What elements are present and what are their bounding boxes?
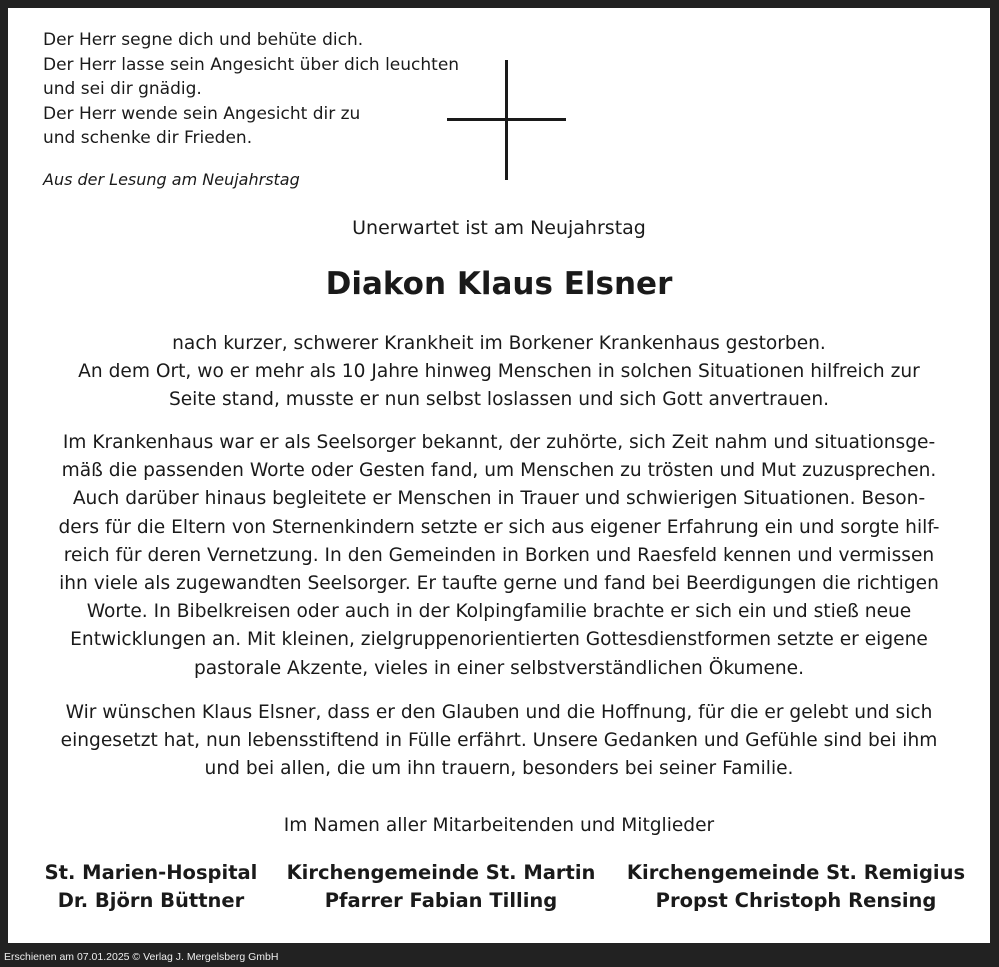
text-line: Entwicklungen an. Mit kleinen, zielgruppenorientierten Gottesdienstformen setzte er eigene	[70, 629, 928, 651]
verse-line: Der Herr segne dich und behüte dich.	[43, 30, 364, 50]
text-line: pastorale Akzente, vieles in einer selbstverständlichen Ökumene.	[193, 657, 805, 679]
text-line: Worte. In Bibelkreisen oder auch in der Kolpingfamilie brachte er sich ein und stieß neue	[86, 601, 912, 623]
verse-line: und schenke dir Frieden.	[43, 128, 253, 148]
text-line: ders für die Eltern von Sternenkindern setzte er sich aus eigener Erfahrung ein und sorgte hilf-	[58, 516, 940, 538]
signature-block	[281, 859, 601, 915]
text-line: An dem Ort, wo er mehr als 10 Jahre hinweg Menschen in solchen Situationen hilfreich zur	[78, 361, 920, 383]
signature-person: Pfarrer Fabian Tilling	[324, 889, 558, 912]
text-line: Wir wünschen Klaus Elsner, dass er den Glauben und die Hoffnung, für die er gelebt und sich	[65, 702, 933, 723]
text-line: ihn viele als zugewandten Seelsorger. Er taufte gerne und fand bei Beerdigungen die richtigen	[59, 573, 939, 595]
paragraph-death-notice	[8, 330, 990, 415]
cross-horizontal-bar	[447, 118, 566, 121]
signature-organization: Kirchengemeinde St. Remigius	[626, 861, 966, 884]
deceased-name: Diakon Klaus Elsner	[325, 266, 673, 302]
text-line: Im Krankenhaus war er als Seelsorger bekannt, der zuhörte, sich Zeit nahm und situationsge-	[62, 432, 936, 453]
verse-line: und sei dir gnädig.	[43, 79, 202, 99]
text-line: nach kurzer, schwerer Krankheit im Borkener Krankenhaus gestorben.	[172, 333, 826, 354]
paragraph-tribute	[8, 429, 990, 683]
verse-line: Der Herr wende sein Angesicht dir zu	[43, 103, 361, 124]
signature-organization: St. Marien-Hospital	[44, 861, 258, 884]
signature-block	[611, 859, 981, 915]
paragraph-wishes	[8, 699, 990, 784]
text-line: Auch darüber hinaus begleitete er Menschen in Trauer und schwierigen Situationen. Beson-	[72, 488, 926, 510]
signature-organization: Kirchengemeinde St. Martin	[286, 861, 596, 884]
text-line: reich für deren Vernetzung. In den Gemeinden in Borken und Raesfeld kennen und vermissen	[63, 544, 935, 566]
text-line: eingesetzt hat, nun lebensstiftend in Fülle erfährt. Unsere Gedanken und Gefühle sind bei ihm	[60, 730, 938, 752]
verse-line: Der Herr lasse sein Angesicht über dich leuchten	[43, 54, 460, 75]
closing-line: Im Namen aller Mitarbeitenden und Mitglieder	[283, 815, 715, 836]
publication-footer: Erschienen am 07.01.2025 © Verlag J. Mergelsberg GmbH	[4, 951, 279, 963]
announcement-intro: Unerwartet ist am Neujahrstag	[352, 217, 646, 239]
text-line: mäß die passenden Worte oder Gesten fand, um Menschen zu trösten und Mut zuzusprechen.	[61, 460, 937, 482]
signature-person: Propst Christoph Rensing	[655, 889, 937, 912]
bible-verse	[43, 28, 473, 151]
obituary-notice	[8, 8, 990, 943]
text-line: und bei allen, die um ihn trauern, besonders bei seiner Familie.	[204, 758, 794, 780]
signature-person: Dr. Björn Büttner	[57, 889, 245, 912]
verse-source: Aus der Lesung am Neujahrstag	[43, 170, 300, 189]
signature-block	[21, 859, 281, 915]
text-line: Seite stand, musste er nun selbst loslassen und sich Gott anvertrauen.	[168, 389, 830, 411]
